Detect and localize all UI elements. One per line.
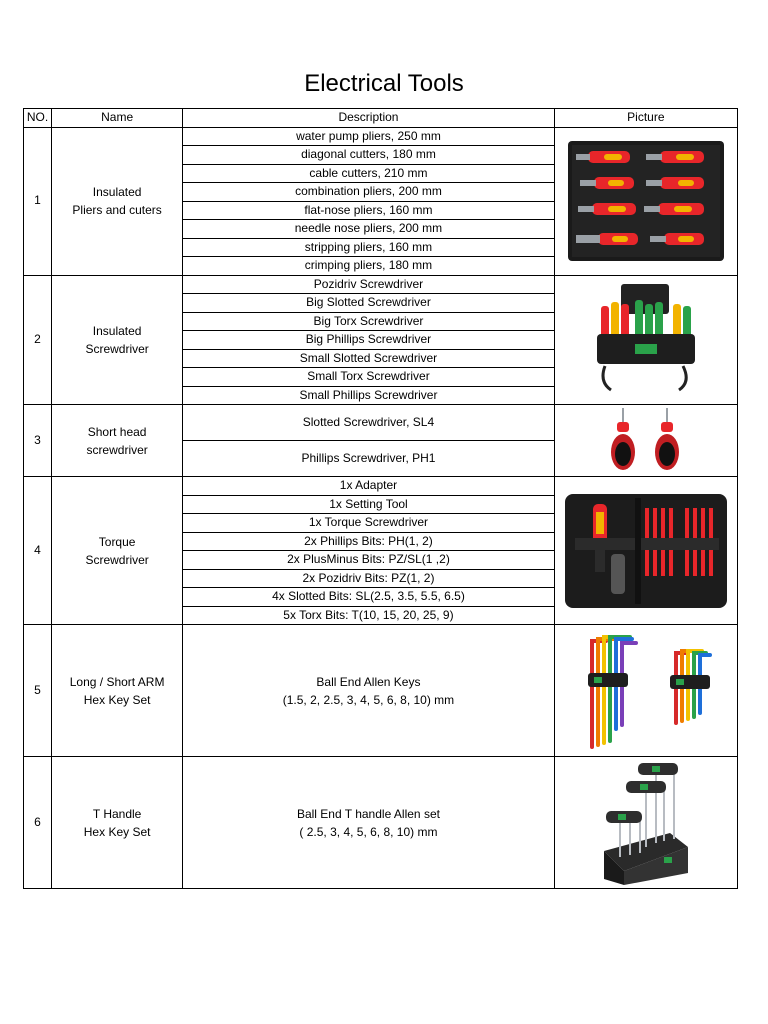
row-number: 6 <box>24 757 52 889</box>
description-item: Big Phillips Screwdriver <box>183 331 555 350</box>
description-item: stripping pliers, 160 mm <box>183 238 555 257</box>
picture-cell <box>554 625 737 757</box>
description-item: cable cutters, 210 mm <box>183 164 555 183</box>
description-item: 1x Setting Tool <box>183 495 555 514</box>
description-item: 4x Slotted Bits: SL(2.5, 3.5, 5.5, 6.5) <box>183 588 555 607</box>
row-name-line: screwdriver <box>86 442 148 457</box>
table-row <box>24 127 738 146</box>
description-line: ( 2.5, 3, 4, 5, 6, 8, 10) mm <box>299 824 438 839</box>
description-item <box>183 625 555 757</box>
page-title: Electrical Tools <box>304 70 464 97</box>
picture-cell <box>554 275 737 405</box>
description-item: Small Phillips Screwdriver <box>183 386 555 405</box>
description-item: needle nose pliers, 200 mm <box>183 220 555 239</box>
description-item: Slotted Screwdriver, SL4 <box>183 405 555 441</box>
row-name-line: Torque <box>98 534 136 549</box>
description-item: Big Torx Screwdriver <box>183 312 555 331</box>
description-item: 2x PlusMinus Bits: PZ/SL(1 ,2) <box>183 551 555 570</box>
description-line: Ball End Allen Keys <box>316 674 421 689</box>
row-number: 5 <box>24 625 52 757</box>
row-name <box>52 127 183 275</box>
table-header-row <box>24 109 738 128</box>
tools-table <box>23 108 738 889</box>
table-row <box>24 625 738 757</box>
row-name-line: Hex Key Set <box>83 824 151 839</box>
pliers-set-photo <box>568 141 724 261</box>
description-item: flat-nose pliers, 160 mm <box>183 201 555 220</box>
row-number: 4 <box>24 477 52 625</box>
stubby-screwdrivers-photo <box>611 408 681 474</box>
screwdriver-holster-photo <box>591 284 701 396</box>
description-item: water pump pliers, 250 mm <box>183 127 555 146</box>
description-line: (1.5, 2, 2.5, 3, 4, 5, 6, 8, 10) mm <box>282 692 455 707</box>
description-item: Small Slotted Screwdriver <box>183 349 555 368</box>
row-name-line: Insulated <box>92 323 142 338</box>
t-handle-hex-set-photo <box>600 761 692 885</box>
header-picture: Picture <box>554 109 737 128</box>
description-item: Phillips Screwdriver, PH1 <box>183 441 555 477</box>
table-row <box>24 275 738 294</box>
hex-key-sets-photo <box>576 629 716 753</box>
picture-cell <box>554 127 737 275</box>
description-item: 1x Adapter <box>183 477 555 496</box>
table-row <box>24 477 738 496</box>
picture-cell <box>554 757 737 889</box>
header-no: NO. <box>24 109 52 128</box>
description-line: Ball End T handle Allen set <box>296 806 440 821</box>
row-name <box>52 275 183 405</box>
description-item: 2x Pozidriv Bits: PZ(1, 2) <box>183 569 555 588</box>
row-name-line: Short head <box>87 424 147 439</box>
description-item: diagonal cutters, 180 mm <box>183 146 555 165</box>
description-item: Small Torx Screwdriver <box>183 368 555 387</box>
row-name-line: T Handle <box>92 806 142 821</box>
header-name: Name <box>52 109 183 128</box>
table-row <box>24 757 738 889</box>
description-item: Big Slotted Screwdriver <box>183 294 555 313</box>
row-name-line: Insulated <box>92 185 142 199</box>
row-name-line: Long / Short ARM <box>69 674 165 689</box>
picture-cell <box>554 477 737 625</box>
row-name-line: Hex Key Set <box>83 692 151 707</box>
row-name-line: Pliers and cuters <box>72 203 162 217</box>
table-row <box>24 405 738 441</box>
row-name <box>52 477 183 625</box>
description-item: Pozidriv Screwdriver <box>183 275 555 294</box>
row-number: 2 <box>24 275 52 405</box>
torque-screwdriver-kit-photo <box>565 494 727 608</box>
description-item: 1x Torque Screwdriver <box>183 514 555 533</box>
description-item: combination pliers, 200 mm <box>183 183 555 202</box>
description-item <box>183 757 555 889</box>
description-item: crimping pliers, 180 mm <box>183 257 555 276</box>
picture-cell <box>554 405 737 477</box>
description-item: 5x Torx Bits: T(10, 15, 20, 25, 9) <box>183 606 555 625</box>
row-number: 3 <box>24 405 52 477</box>
description-item: 2x Phillips Bits: PH(1, 2) <box>183 532 555 551</box>
row-name-line: Screwdriver <box>85 341 149 356</box>
row-name <box>52 625 183 757</box>
header-description: Description <box>183 109 555 128</box>
row-name <box>52 405 183 477</box>
row-name-line: Screwdriver <box>85 552 149 567</box>
row-name <box>52 757 183 889</box>
row-number: 1 <box>24 127 52 275</box>
